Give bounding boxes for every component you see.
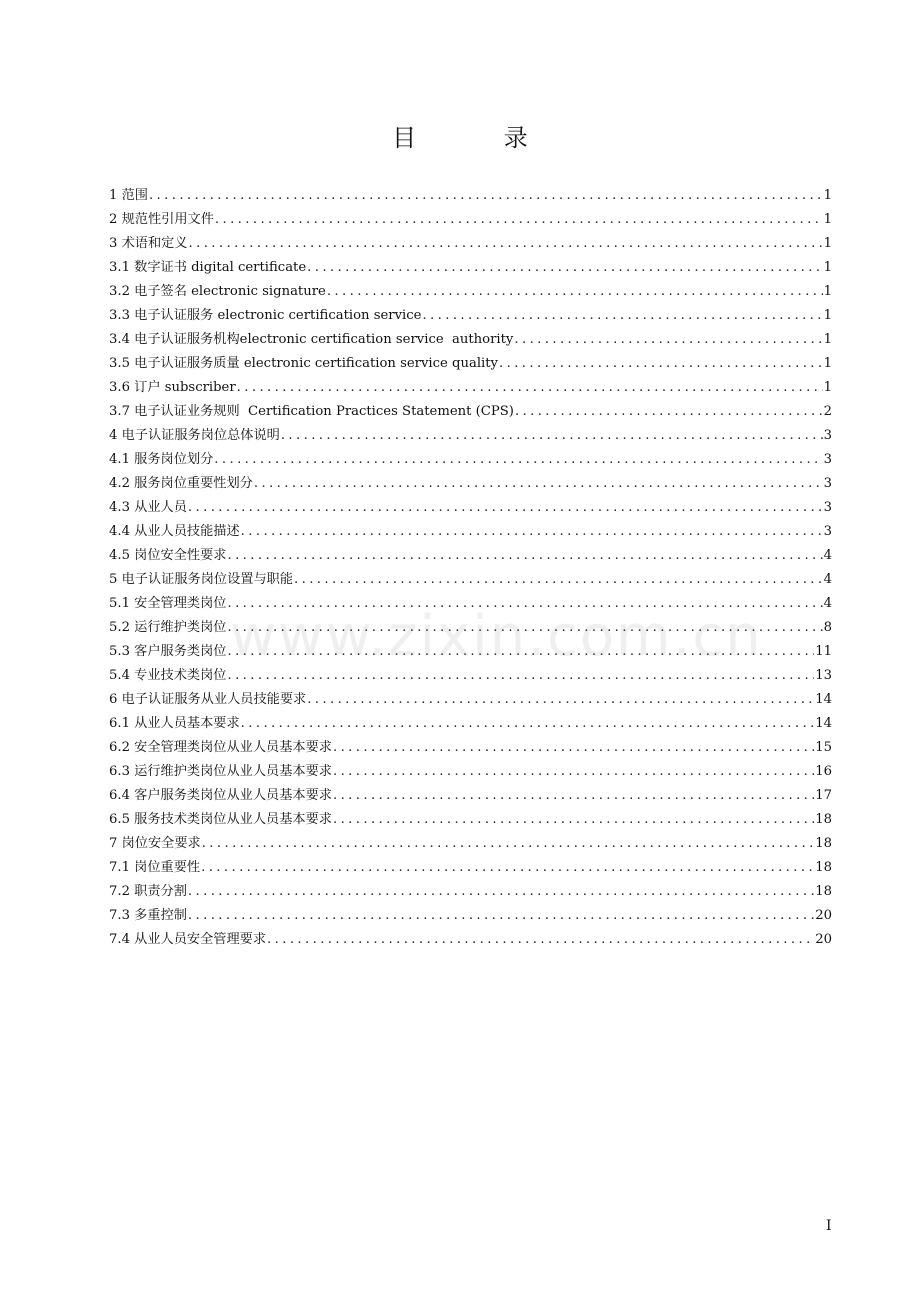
toc-entry-label: 3.5 电子认证服务质量 electronic certification service quality (109, 356, 499, 371)
toc-entry-label: 7.1 岗位重要性 (109, 860, 201, 875)
toc-entry[interactable] (109, 520, 832, 544)
toc-entry-page: 1 (823, 212, 832, 227)
toc-entry-label: 4.3 从业人员 (109, 500, 187, 515)
toc-entry-page: 1 (823, 308, 832, 323)
page-title: 目 录 (392, 124, 568, 152)
toc-entry-label: 7.2 职责分割 (109, 884, 187, 899)
toc-entry-page: 8 (823, 620, 832, 635)
toc-entry-label: 6.3 运行维护类岗位从业人员基本要求 (109, 764, 332, 779)
toc-entry-page: 17 (815, 788, 832, 803)
toc-entry[interactable] (109, 448, 832, 472)
toc-leader-dots (333, 760, 814, 784)
toc-entry[interactable] (109, 856, 832, 880)
toc-entry-label: 3 术语和定义 (109, 236, 188, 251)
toc-entry-label: 4.1 服务岗位划分 (109, 452, 214, 467)
toc-entry-page: 2 (823, 404, 832, 419)
toc-leader-dots (188, 496, 823, 520)
toc-entry[interactable] (109, 424, 832, 448)
toc-entry-label: 3.6 订户 subscriber (109, 380, 236, 395)
toc-entry[interactable] (109, 832, 832, 856)
toc-entry-label: 3.4 电子认证服务机构electronic certification service authority (109, 332, 514, 347)
toc-leader-dots (422, 304, 822, 328)
toc-entry-page: 4 (823, 572, 832, 587)
toc-entry-page: 1 (823, 380, 832, 395)
toc-leader-dots (189, 232, 823, 256)
toc-entry[interactable] (109, 352, 832, 376)
toc-leader-dots (227, 664, 814, 688)
toc-leader-dots (281, 424, 823, 448)
watermark: www.zixin.com.cn (230, 604, 763, 669)
toc-entry[interactable] (109, 328, 832, 352)
toc-leader-dots (215, 208, 823, 232)
toc-entry-page: 4 (823, 596, 832, 611)
toc-entry-page: 15 (815, 740, 832, 755)
toc-entry-page: 1 (823, 332, 832, 347)
toc-leader-dots (214, 448, 822, 472)
toc-leader-dots (267, 928, 814, 952)
toc-entry-label: 3.7 电子认证业务规则 Certification Practices Statement (CPS) (109, 404, 514, 419)
toc-leader-dots (327, 280, 823, 304)
toc-entry-label: 6.2 安全管理类岗位从业人员基本要求 (109, 740, 332, 755)
toc-leader-dots (201, 856, 814, 880)
toc-entry-page: 3 (823, 476, 832, 491)
toc-entry-label: 4 电子认证服务岗位总体说明 (109, 428, 280, 443)
toc-entry-page: 18 (815, 812, 832, 827)
toc-leader-dots (514, 328, 822, 352)
toc-entry[interactable] (109, 904, 832, 928)
toc-entry-page: 4 (823, 548, 832, 563)
toc-leader-dots (227, 616, 822, 640)
toc-entry-page: 1 (823, 356, 832, 371)
toc-entry-label: 4.2 服务岗位重要性划分 (109, 476, 253, 491)
toc-entry-label: 3.3 电子认证服务 electronic certification service (109, 308, 422, 323)
toc-entry-page: 18 (815, 884, 832, 899)
toc-entry[interactable] (109, 760, 832, 784)
toc-entry-page: 13 (815, 668, 832, 683)
toc-entry[interactable] (109, 232, 832, 256)
toc-leader-dots (241, 520, 823, 544)
toc-entry[interactable] (109, 496, 832, 520)
toc-entry-label: 1 范围 (109, 188, 148, 203)
toc-entry-label: 4.4 从业人员技能描述 (109, 524, 240, 539)
toc-entry[interactable] (109, 808, 832, 832)
toc-leader-dots (149, 184, 823, 208)
toc-entry-label: 6.4 客户服务类岗位从业人员基本要求 (109, 788, 332, 803)
toc-entry-page: 3 (823, 500, 832, 515)
toc-entry[interactable] (109, 472, 832, 496)
toc-entry[interactable] (109, 544, 832, 568)
toc-entry-label: 5.4 专业技术类岗位 (109, 668, 227, 683)
toc-leader-dots (333, 784, 814, 808)
toc-entry-label: 5.2 运行维护类岗位 (109, 620, 227, 635)
toc-entry[interactable] (109, 280, 832, 304)
toc-entry[interactable] (109, 184, 832, 208)
toc-leader-dots (188, 904, 814, 928)
toc-entry-label: 6 电子认证服务从业人员技能要求 (109, 692, 307, 707)
toc-entry-label: 5 电子认证服务岗位设置与职能 (109, 572, 294, 587)
toc-entry[interactable] (109, 304, 832, 328)
toc-entry[interactable] (109, 400, 832, 424)
toc-entry-label: 6.1 从业人员基本要求 (109, 716, 240, 731)
toc-entry[interactable] (109, 928, 832, 952)
toc-entry-page: 16 (815, 764, 832, 779)
toc-entry-page: 1 (823, 260, 832, 275)
table-of-contents (109, 184, 832, 952)
toc-entry[interactable] (109, 664, 832, 688)
toc-entry[interactable] (109, 688, 832, 712)
toc-entry[interactable] (109, 376, 832, 400)
toc-leader-dots (188, 880, 814, 904)
toc-entry-page: 1 (823, 236, 832, 251)
toc-entry-page: 1 (823, 284, 832, 299)
toc-entry-label: 5.3 客户服务类岗位 (109, 644, 227, 659)
toc-entry-page: 1 (823, 188, 832, 203)
footer-page-number: I (826, 1218, 832, 1234)
toc-leader-dots (515, 400, 823, 424)
toc-entry-label: 7 岗位安全要求 (109, 836, 201, 851)
toc-entry[interactable] (109, 616, 832, 640)
toc-leader-dots (499, 352, 823, 376)
toc-entry-page: 20 (815, 932, 832, 947)
toc-entry-label: 2 规范性引用文件 (109, 212, 214, 227)
toc-entry[interactable] (109, 256, 832, 280)
toc-leader-dots (237, 376, 823, 400)
toc-entry-label: 4.5 岗位安全性要求 (109, 548, 227, 563)
toc-entry-label: 3.2 电子签名 electronic signature (109, 284, 326, 299)
toc-entry-label: 7.4 从业人员安全管理要求 (109, 932, 267, 947)
toc-entry-page: 3 (823, 428, 832, 443)
toc-entry-label: 7.3 多重控制 (109, 908, 187, 923)
toc-entry-page: 18 (815, 860, 832, 875)
toc-entry-label: 5.1 安全管理类岗位 (109, 596, 227, 611)
toc-entry[interactable] (109, 784, 832, 808)
toc-leader-dots (241, 712, 815, 736)
toc-entry-label: 3.1 数字证书 digital certificate (109, 260, 307, 275)
toc-leader-dots (227, 592, 822, 616)
toc-entry-page: 20 (815, 908, 832, 923)
toc-entry-page: 3 (823, 524, 832, 539)
toc-leader-dots (333, 808, 814, 832)
toc-entry-page: 18 (815, 836, 832, 851)
toc-entry[interactable] (109, 880, 832, 904)
toc-entry[interactable] (109, 712, 832, 736)
toc-entry[interactable] (109, 208, 832, 232)
toc-leader-dots (307, 688, 814, 712)
toc-entry-page: 11 (815, 644, 832, 659)
toc-leader-dots (307, 256, 822, 280)
toc-leader-dots (294, 568, 823, 592)
toc-leader-dots (254, 472, 823, 496)
toc-entry-label: 6.5 服务技术类岗位从业人员基本要求 (109, 812, 332, 827)
toc-leader-dots (227, 544, 822, 568)
toc-leader-dots (333, 736, 814, 760)
toc-leader-dots (227, 640, 814, 664)
toc-entry[interactable] (109, 592, 832, 616)
toc-leader-dots (202, 832, 815, 856)
toc-entry[interactable] (109, 736, 832, 760)
toc-entry-page: 3 (823, 452, 832, 467)
toc-entry-page: 14 (815, 692, 832, 707)
toc-entry[interactable] (109, 568, 832, 592)
toc-entry-page: 14 (815, 716, 832, 731)
toc-entry[interactable] (109, 640, 832, 664)
